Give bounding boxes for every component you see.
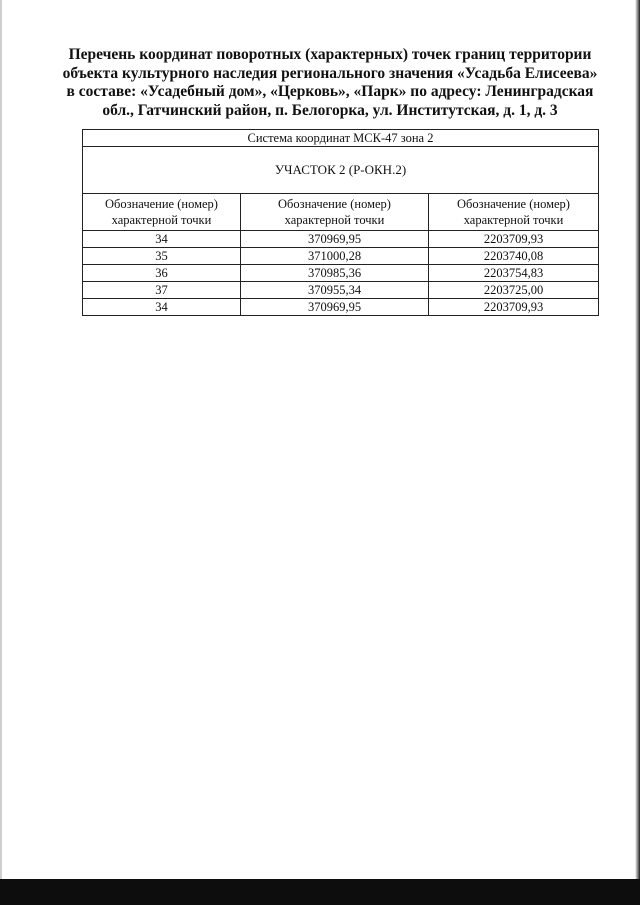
y-coordinate-cell: 2203740,08 <box>429 248 599 265</box>
coordinate-system-cell: Система координат МСК-47 зона 2 <box>83 130 599 147</box>
column-header-line: характерной точки <box>463 213 564 227</box>
title-line: Перечень координат поворотных (характерных) точек границ территории <box>68 46 592 63</box>
document-title <box>60 46 600 120</box>
table-row <box>83 282 599 299</box>
x-coordinate-cell: 370985,36 <box>241 265 429 282</box>
column-header-line: Обозначение (номер) <box>278 197 391 211</box>
coordinates-table <box>82 129 599 316</box>
point-number-cell: 34 <box>83 231 241 248</box>
column-header <box>83 194 241 231</box>
table-row <box>83 231 599 248</box>
table-row <box>83 265 599 282</box>
x-coordinate-cell: 370955,34 <box>241 282 429 299</box>
scan-right-edge <box>635 0 640 880</box>
x-coordinate-cell: 370969,95 <box>241 231 429 248</box>
y-coordinate-cell: 2203725,00 <box>429 282 599 299</box>
header-row <box>83 194 599 231</box>
column-header-line: характерной точки <box>111 213 212 227</box>
column-header-line: Обозначение (номер) <box>457 197 570 211</box>
point-number-cell: 35 <box>83 248 241 265</box>
table-row <box>83 248 599 265</box>
y-coordinate-cell: 2203709,93 <box>429 231 599 248</box>
scan-bottom-edge <box>0 879 640 905</box>
x-coordinate-cell: 370969,95 <box>241 299 429 316</box>
y-coordinate-cell: 2203754,83 <box>429 265 599 282</box>
column-header <box>241 194 429 231</box>
x-coordinate-cell: 371000,28 <box>241 248 429 265</box>
title-line: обл., Гатчинский район, п. Белогорка, ул. Институтская, д. 1, д. 3 <box>102 101 558 119</box>
system-row <box>83 130 599 147</box>
plot-title-cell: УЧАСТОК 2 (Р-ОКН.2) <box>83 147 599 194</box>
point-number-cell: 37 <box>83 282 241 299</box>
point-number-cell: 36 <box>83 265 241 282</box>
scan-left-edge <box>0 0 2 905</box>
point-number-cell: 34 <box>83 299 241 316</box>
column-header-line: характерной точки <box>284 213 385 227</box>
title-line: в составе: «Усадебный дом», «Церковь», «Парк» по адресу: Ленинградская <box>66 83 594 100</box>
y-coordinate-cell: 2203709,93 <box>429 299 599 316</box>
table-row <box>83 299 599 316</box>
column-header-line: Обозначение (номер) <box>105 197 218 211</box>
plot-row <box>83 147 599 194</box>
column-header <box>429 194 599 231</box>
title-line: объекта культурного наследия регионального значения «Усадьба Елисеева» <box>62 64 598 82</box>
